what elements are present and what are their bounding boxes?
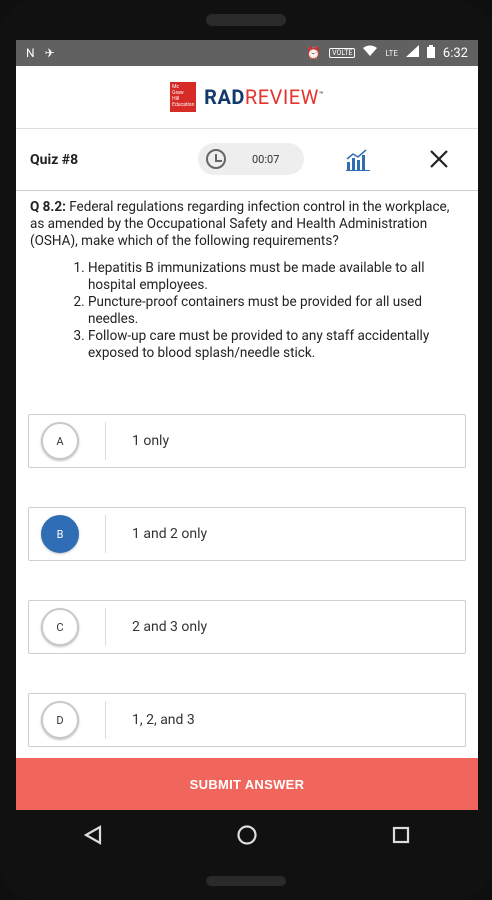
requirement-item: 3. Follow-up care must be provided to any staff accidentally exposed to blood splash/needle stick. [88, 328, 462, 362]
clock-time: 6:32 [442, 45, 468, 61]
submit-answer-button[interactable]: SUBMIT ANSWER [16, 758, 478, 810]
question-block [16, 191, 478, 362]
back-icon[interactable] [73, 815, 113, 855]
home-icon[interactable] [227, 815, 267, 855]
option-b[interactable] [28, 507, 466, 561]
answer-options [28, 414, 466, 786]
android-nav-bar [16, 810, 478, 860]
option-text: 2 and 3 only [132, 619, 208, 635]
airplane-icon: ✈ [44, 46, 55, 60]
battery-icon [427, 45, 435, 62]
option-c[interactable] [28, 600, 466, 654]
screen [16, 40, 478, 810]
question-text [30, 199, 462, 250]
option-bubble[interactable]: A [41, 422, 79, 460]
option-a[interactable] [28, 414, 466, 468]
bottom-speaker [206, 876, 286, 886]
option-bubble[interactable]: D [41, 701, 79, 739]
requirement-item: 1. Hepatitis B immunizations must be made available to all hospital employees. [88, 260, 462, 294]
divider [105, 515, 106, 553]
stats-chart-icon[interactable] [346, 149, 370, 175]
app-title: RADREVIEW™ [204, 85, 324, 109]
question-stem: Federal regulations regarding infection control in the workplace, as amended by the Occupational Safety and Health Administration (OSHA), make which of the following requirements? [30, 199, 450, 249]
quiz-title: Quiz #8 [30, 151, 79, 168]
requirement-item: 2. Puncture-proof containers must be provided for all used needles. [88, 294, 462, 328]
option-text: 1 only [132, 433, 170, 449]
divider [105, 608, 106, 646]
quiz-toolbar [16, 129, 478, 191]
lte-label: LTE [385, 48, 398, 58]
recent-apps-icon[interactable] [381, 815, 421, 855]
requirement-list [30, 260, 462, 362]
clock-icon [206, 149, 226, 169]
quiz-timer [198, 143, 304, 175]
option-text: 1 and 2 only [132, 526, 208, 542]
signal-icon [406, 45, 419, 61]
mcgraw-hill-logo: Mc Graw Hill Education [170, 82, 196, 112]
status-bar [16, 40, 478, 66]
option-bubble[interactable]: B [41, 515, 79, 553]
question-number: Q 8.2: [30, 199, 66, 215]
wifi-icon [363, 45, 377, 61]
option-text: 1, 2, and 3 [132, 712, 195, 728]
divider [105, 701, 106, 739]
earpiece-speaker [206, 14, 286, 26]
option-d[interactable] [28, 693, 466, 747]
app-header [16, 66, 478, 129]
timer-value: 00:07 [252, 152, 280, 166]
close-icon[interactable] [429, 149, 449, 173]
nfc-icon: N [26, 46, 35, 60]
divider [105, 422, 106, 460]
option-bubble[interactable]: C [41, 608, 79, 646]
volte-badge: VOLTE [329, 48, 355, 58]
alarm-icon: ⏰ [306, 46, 322, 60]
